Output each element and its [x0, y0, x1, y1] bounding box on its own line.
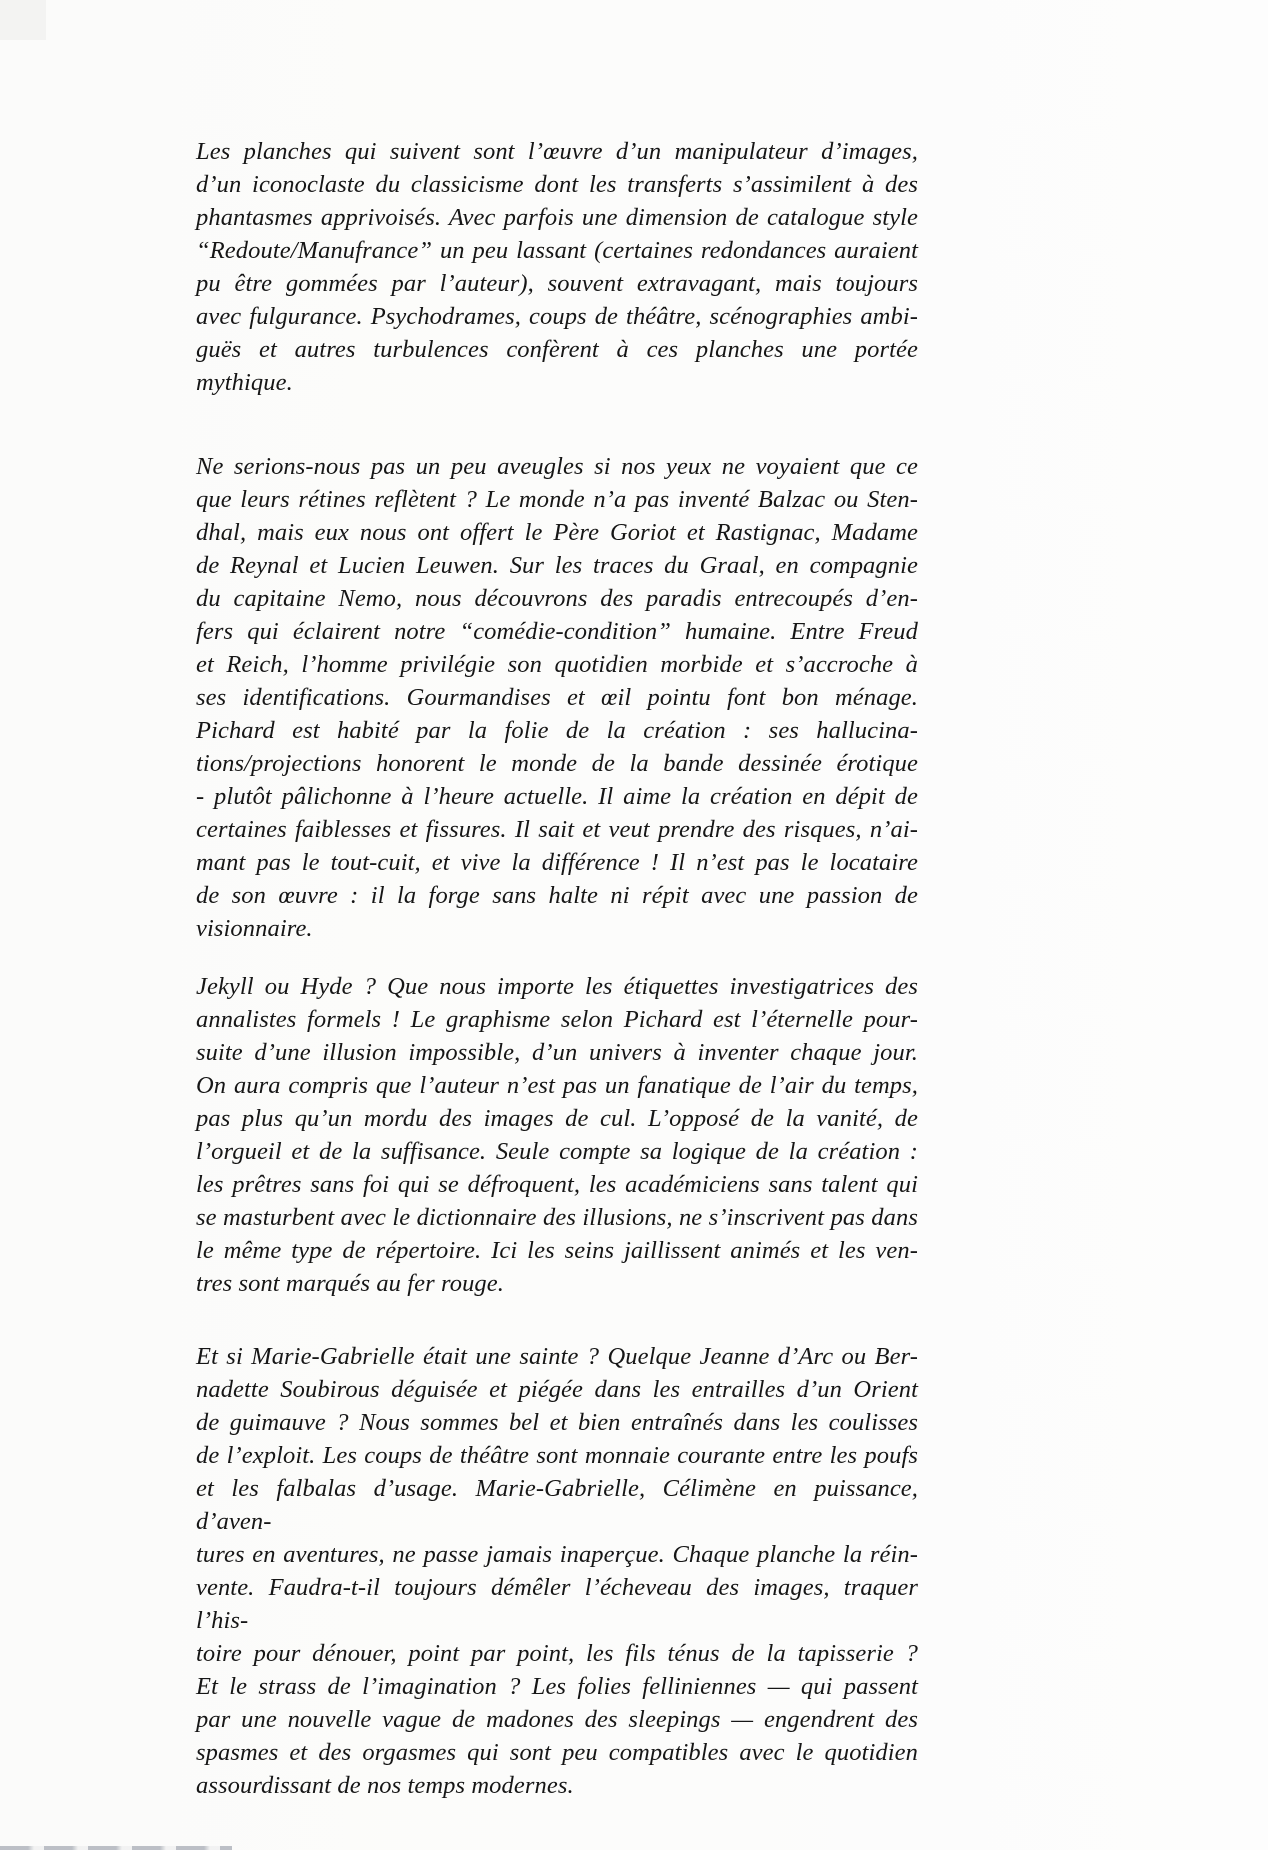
- text-line: guës et autres turbulences confèrent à ces planches une portée: [196, 336, 918, 363]
- text-line: fers qui éclairent notre “comédie-condition” humaine. Entre Freud: [196, 618, 918, 645]
- text-line: ses identifications. Gourmandises et œil pointu font bon ménage.: [196, 684, 918, 711]
- text-line: de guimauve ? Nous sommes bel et bien entraînés dans les coulisses: [196, 1409, 918, 1436]
- text-line: annalistes formels ! Le graphisme selon Pichard est l’éternelle pour-: [196, 1006, 918, 1033]
- text-line: On aura compris que l’auteur n’est pas un fanatique de l’air du temps,: [196, 1072, 918, 1099]
- text-line: Jekyll ou Hyde ? Que nous importe les étiquettes investigatrices des: [196, 973, 918, 1000]
- text-line: par une nouvelle vague de madones des sleepings — engendrent des: [196, 1706, 918, 1733]
- text-line: certaines faiblesses et fissures. Il sait et veut prendre des risques, n’ai-: [196, 816, 918, 843]
- text-line: pas plus qu’un mordu des images de cul. L’opposé de la vanité, de: [196, 1105, 918, 1132]
- text-line: et les falbalas d’usage. Marie-Gabrielle, Célimène en puissance, d’aven-: [196, 1475, 918, 1535]
- text-line: se masturbent avec le dictionnaire des illusions, ne s’inscrivent pas dans: [196, 1204, 918, 1231]
- text-line: de l’exploit. Les coups de théâtre sont monnaie courante entre les poufs: [196, 1442, 918, 1469]
- text-line: toire pour dénouer, point par point, les fils ténus de la tapisserie ?: [196, 1640, 918, 1667]
- text-line: le même type de répertoire. Ici les seins jaillissent animés et les ven-: [196, 1237, 918, 1264]
- text-line: mant pas le tout-cuit, et vive la différence ! Il n’est pas le locataire: [196, 849, 918, 876]
- text-line: “Redoute/Manufrance” un peu lassant (certaines redondances auraient: [196, 237, 918, 264]
- paragraph-vision: [196, 450, 918, 945]
- text-line: Et le strass de l’imagination ? Les folies felliniennes — qui passent: [196, 1673, 918, 1700]
- text-line: de son œuvre : il la forge sans halte ni répit avec une passion de: [196, 882, 918, 909]
- text-line: - plutôt pâlichonne à l’heure actuelle. Il aime la création en dépit de: [196, 783, 918, 810]
- text-line: et Reich, l’homme privilégie son quotidien morbide et s’accroche à: [196, 651, 918, 678]
- text-line: nadette Soubirous déguisée et piégée dans les entrailles d’un Orient: [196, 1376, 918, 1403]
- text-line: tures en aventures, ne passe jamais inaperçue. Chaque planche la réin-: [196, 1541, 918, 1568]
- text-line: suite d’une illusion impossible, d’un univers à inventer chaque jour.: [196, 1039, 918, 1066]
- text-line: pu être gommées par l’auteur), souvent extravagant, mais toujours: [196, 270, 918, 297]
- text-line: dhal, mais eux nous ont offert le Père Goriot et Rastignac, Madame: [196, 519, 918, 546]
- text-line: visionnaire.: [196, 915, 313, 942]
- text-line: tres sont marqués au fer rouge.: [196, 1270, 504, 1297]
- text-line: Pichard est habité par la folie de la création : ses hallucina-: [196, 717, 918, 744]
- text-line: mythique.: [196, 369, 293, 396]
- text-line: vente. Faudra-t-il toujours démêler l’écheveau des images, traquer l’his-: [196, 1574, 918, 1634]
- text-line: Et si Marie-Gabrielle était une sainte ? Quelque Jeanne d’Arc ou Ber-: [196, 1343, 918, 1370]
- paragraph-introduction: [196, 135, 918, 399]
- scan-edge-artifact: [0, 1846, 232, 1850]
- text-line: assourdissant de nos temps modernes.: [196, 1772, 574, 1799]
- text-line: tions/projections honorent le monde de la bande dessinée érotique: [196, 750, 918, 777]
- text-line: du capitaine Nemo, nous découvrons des paradis entrecoupés d’en-: [196, 585, 918, 612]
- text-line: phantasmes apprivoisés. Avec parfois une dimension de catalogue style: [196, 204, 918, 231]
- text-line: l’orgueil et de la suffisance. Seule compte sa logique de la création :: [196, 1138, 918, 1165]
- text-line: spasmes et des orgasmes qui sont peu compatibles avec le quotidien: [196, 1739, 918, 1766]
- paragraph-marie-gabrielle: [196, 1340, 918, 1802]
- text-line: de Reynal et Lucien Leuwen. Sur les traces du Graal, en compagnie: [196, 552, 918, 579]
- text-line: que leurs rétines reflètent ? Le monde n’a pas inventé Balzac ou Sten-: [196, 486, 918, 513]
- paragraph-jekyll-hyde: [196, 970, 918, 1300]
- scan-corner-artifact: [0, 0, 46, 40]
- text-line: Ne serions-nous pas un peu aveugles si nos yeux ne voyaient que ce: [196, 453, 918, 480]
- text-line: les prêtres sans foi qui se défroquent, les académiciens sans talent qui: [196, 1171, 918, 1198]
- text-line: d’un iconoclaste du classicisme dont les transferts s’assimilent à des: [196, 171, 918, 198]
- text-line: avec fulgurance. Psychodrames, coups de théâtre, scénographies ambi-: [196, 303, 918, 330]
- text-line: Les planches qui suivent sont l’œuvre d’un manipulateur d’images,: [196, 138, 918, 165]
